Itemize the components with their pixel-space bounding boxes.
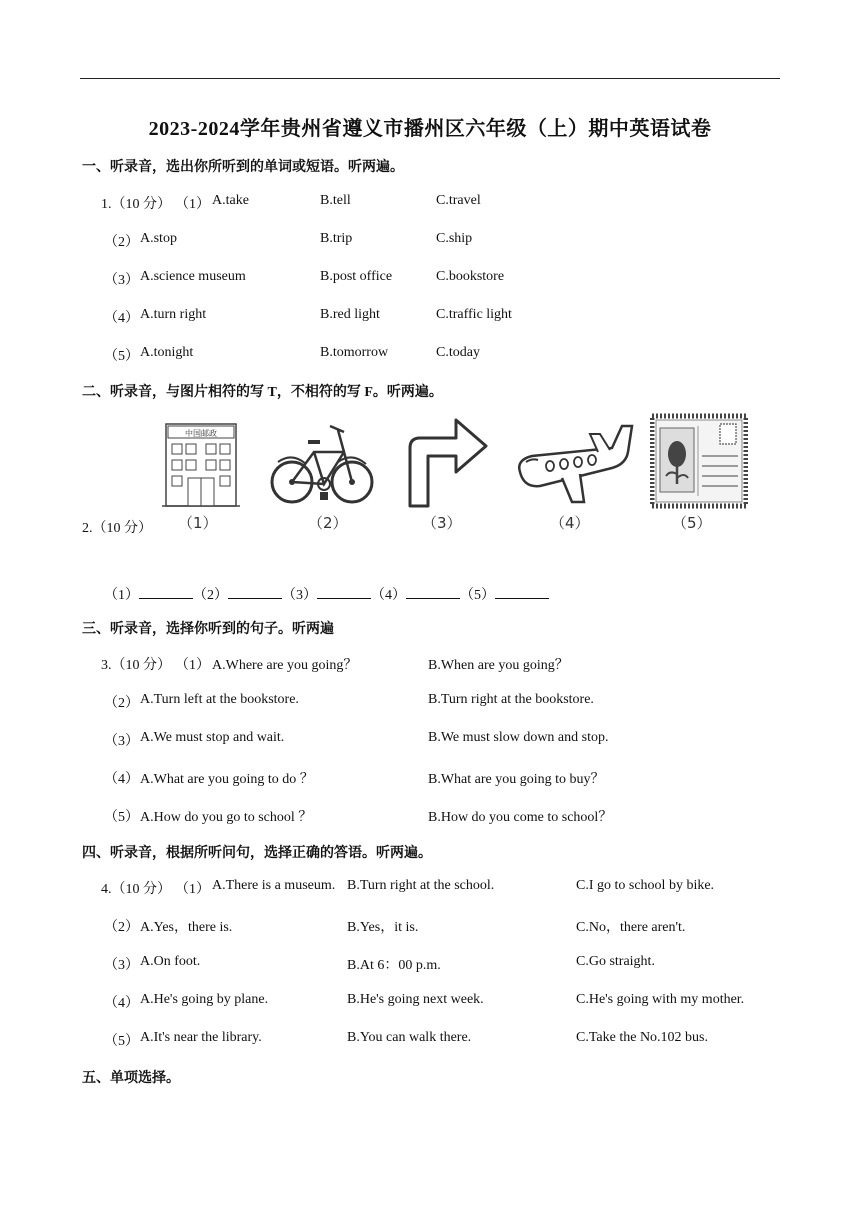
turn-right-arrow-picture [404, 412, 490, 510]
q3-option-b: B.What are you going to buy？ [428, 772, 605, 787]
q1-item-number: （1） [175, 197, 210, 212]
postcard-picture [650, 412, 748, 510]
q4-option-a: A.On foot. [140, 954, 201, 969]
q4-option-b: B.You can walk there. [347, 1030, 472, 1045]
q4-option-b: B.Turn right at the school. [347, 878, 495, 893]
q3-item-number: （3） [104, 734, 139, 749]
q1-option-a: A.turn right [140, 307, 207, 322]
q3-option-b: B.Turn right at the bookstore. [428, 692, 594, 707]
q1-option-b: B.red light [320, 307, 380, 322]
q1-option-a: A.science museum [140, 269, 246, 284]
q1-option-c: C.ship [436, 231, 473, 246]
q1-prefix: 1.（10 分） [101, 197, 171, 212]
q1-option-c: C.today [436, 345, 480, 360]
answer-blank[interactable] [139, 586, 193, 599]
q2-answer-blanks [104, 584, 549, 604]
q4-prefix: 4.（10 分） [101, 882, 171, 897]
q1-option-b: B.post office [320, 269, 393, 284]
top-rule [80, 78, 780, 79]
q3-option-a: A.We must stop and wait. [140, 730, 285, 745]
q3-option-a: A.How do you go to school ？ [140, 810, 313, 825]
q4-option-a: A.He's going by plane. [140, 992, 269, 1007]
answer-blank[interactable] [406, 586, 460, 599]
page-title: 2023-2024学年贵州省遵义市播州区六年级（上）期中英语试卷 [148, 118, 712, 140]
q4-item-number: （2） [104, 920, 139, 935]
q4-option-c: C.No，there aren't. [576, 920, 686, 935]
answer-blank[interactable] [317, 586, 371, 599]
q2-prefix: 2.（10 分） [82, 521, 152, 536]
q1-item-number: （2） [104, 235, 139, 250]
q4-option-a: A.Yes，there is. [140, 920, 233, 935]
q4-option-c: C.I go to school by bike. [576, 878, 715, 893]
q3-option-a: A.Turn left at the bookstore. [140, 692, 299, 707]
q4-option-b: B.At 6：00 p.m. [347, 958, 441, 973]
post-office-sign-text: 中国邮政 [185, 429, 217, 438]
bicycle-picture [268, 412, 376, 510]
q3-option-a: A.What are you going to do ？ [140, 772, 314, 787]
q3-item-number: （2） [104, 696, 139, 711]
q3-item-number: （1） [175, 658, 210, 673]
q4-item-number: （5） [104, 1034, 139, 1049]
q3-option-a: A.Where are you going？ [212, 658, 358, 673]
q4-option-a: A.There is a museum. [212, 878, 336, 893]
q1-item-number: （4） [104, 311, 139, 326]
section-1-heading: 一、听录音，选出你所听到的单词或短语。听两遍。 [82, 160, 404, 175]
picture-label-5: （5） [672, 514, 712, 532]
answer-blank[interactable] [228, 586, 282, 599]
blank-label: （2） [193, 588, 228, 603]
q4-option-c: C.He's going with my mother. [576, 992, 745, 1007]
q4-option-b: B.Yes，it is. [347, 920, 419, 935]
blank-label: （1） [104, 588, 139, 603]
q4-option-c: C.Go straight. [576, 954, 655, 969]
picture-label-3: （3） [422, 514, 462, 532]
q3-option-b: B.How do you come to school？ [428, 810, 613, 825]
picture-label-2: （2） [308, 514, 348, 532]
section-2-heading: 二、听录音，与图片相符的写 T，不相符的写 F。听两遍。 [82, 385, 443, 400]
q3-item-number: （4） [104, 772, 139, 787]
q1-item-number: （5） [104, 349, 139, 364]
post-office-building-picture [160, 412, 242, 510]
q1-option-c: C.bookstore [436, 269, 505, 284]
q4-item-number: （3） [104, 958, 139, 973]
airplane-picture [512, 412, 634, 510]
q3-option-b: B.When are you going？ [428, 658, 569, 673]
q3-option-b: B.We must slow down and stop. [428, 730, 609, 745]
section-4-heading: 四、听录音，根据所听问句，选择正确的答语。听两遍。 [82, 846, 432, 861]
q1-option-c: C.travel [436, 193, 481, 208]
q1-option-c: C.traffic light [436, 307, 512, 322]
blank-label: （4） [371, 588, 406, 603]
q4-option-c: C.Take the No.102 bus. [576, 1030, 709, 1045]
q1-option-a: A.take [212, 193, 249, 208]
picture-label-1: （1） [178, 514, 218, 532]
q4-item-number: （1） [175, 882, 210, 897]
q4-option-a: A.It's near the library. [140, 1030, 262, 1045]
q1-option-b: B.tell [320, 193, 351, 208]
q4-item-number: （4） [104, 996, 139, 1011]
picture-label-4: （4） [550, 514, 590, 532]
blank-label: （3） [282, 588, 317, 603]
q1-item-number: （3） [104, 273, 139, 288]
section-5-heading: 五、单项选择。 [82, 1071, 180, 1086]
q1-option-a: A.stop [140, 231, 177, 246]
section-3-heading: 三、听录音，选择你听到的句子。听两遍 [82, 622, 334, 637]
blank-label: （5） [460, 588, 495, 603]
q1-option-a: A.tonight [140, 345, 194, 360]
q4-option-b: B.He's going next week. [347, 992, 484, 1007]
q1-option-b: B.trip [320, 231, 353, 246]
q3-item-number: （5） [104, 810, 139, 825]
q1-option-b: B.tomorrow [320, 345, 389, 360]
q3-prefix: 3.（10 分） [101, 658, 171, 673]
answer-blank[interactable] [495, 586, 549, 599]
